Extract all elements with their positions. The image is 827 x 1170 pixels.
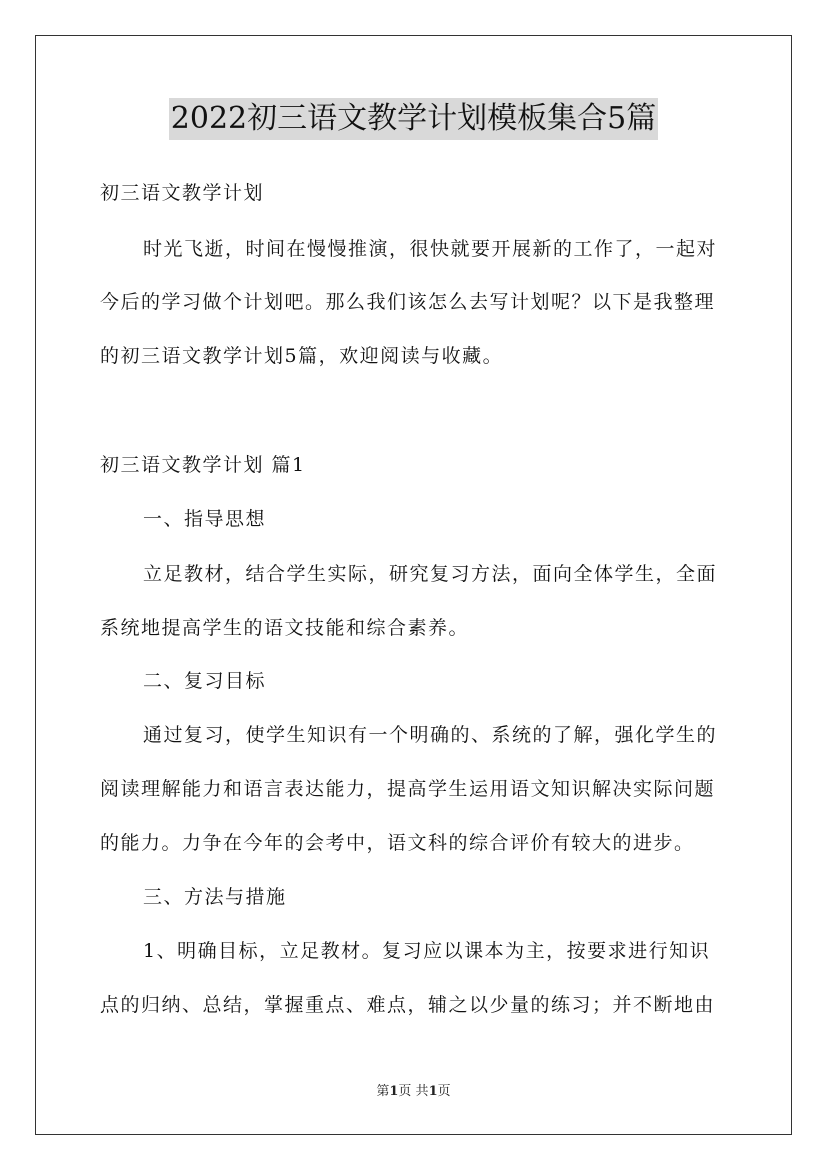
paragraph-line: 的能力。力争在今年的会考中，语文科的综合评价有较大的进步。 <box>100 832 695 854</box>
footer-suffix: 页 <box>437 1084 451 1099</box>
paragraph-line: 1、明确目标，立足教材。复习应以课本为主，按要求进行知识 <box>143 940 711 962</box>
footer-page-total: 1 <box>428 1084 438 1099</box>
footer-page-current: 1 <box>389 1084 399 1099</box>
subheading: 二、复习目标 <box>143 670 267 692</box>
section-heading: 初三语文教学计划 篇1 <box>100 454 306 476</box>
paragraph-line: 立足教材，结合学生实际，研究复习方法，面向全体学生，全面 <box>143 563 718 585</box>
footer-prefix: 第 <box>376 1084 390 1099</box>
intro-paragraph-line: 时光飞逝，时间在慢慢推演，很快就要开展新的工作了，一起对 <box>143 238 718 260</box>
intro-paragraph-line: 的初三语文教学计划5篇，欢迎阅读与收藏。 <box>100 345 504 367</box>
document-title: 2022初三语文教学计划模板集合5篇 <box>169 98 658 140</box>
footer-middle: 页 共 <box>398 1084 429 1099</box>
intro-heading: 初三语文教学计划 <box>100 182 265 204</box>
paragraph-line: 通过复习，使学生知识有一个明确的、系统的了解，强化学生的 <box>143 724 718 746</box>
paragraph-line: 阅读理解能力和语言表达能力，提高学生运用语文知识解决实际问题 <box>100 778 716 800</box>
paragraph-line: 系统地提高学生的语文技能和综合素养。 <box>100 617 470 639</box>
subheading: 一、指导思想 <box>143 508 267 530</box>
paragraph-line: 点的归纳、总结，掌握重点、难点，辅之以少量的练习；并不断地由 <box>100 994 716 1016</box>
subheading: 三、方法与措施 <box>143 886 287 908</box>
page-footer <box>0 1084 827 1100</box>
title-container <box>0 98 827 140</box>
intro-paragraph-line: 今后的学习做个计划吧。那么我们该怎么去写计划呢？以下是我整理 <box>100 291 716 313</box>
